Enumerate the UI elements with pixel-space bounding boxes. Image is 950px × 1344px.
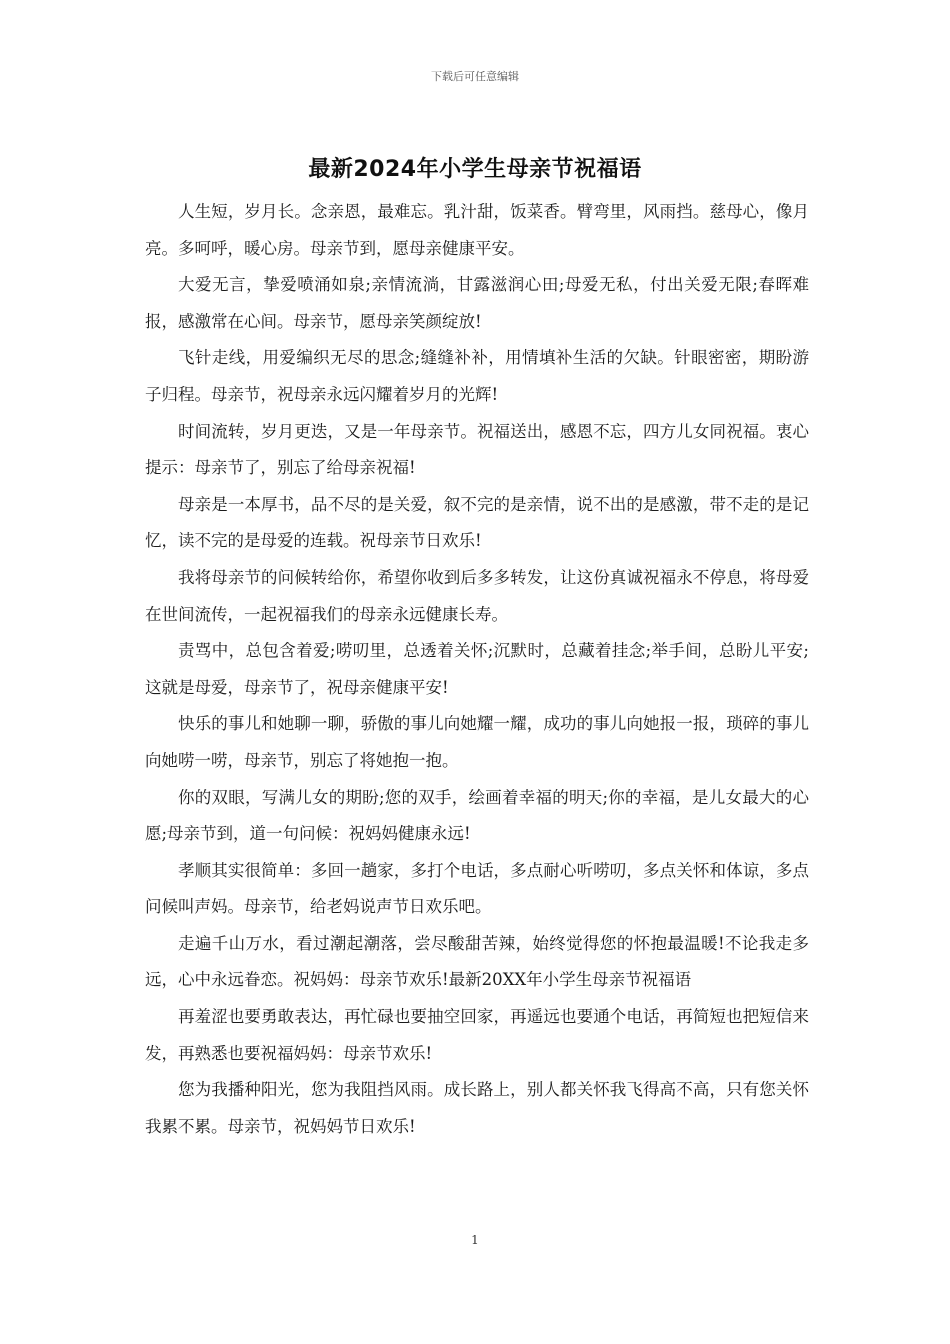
paragraph: 孝顺其实很简单：多回一趟家，多打个电话，多点耐心听唠叨，多点关怀和体谅，多点问候叫声妈。母亲节，给老妈说声节日欢乐吧。 [145,860,809,917]
paragraph: 走遍千山万水，看过潮起潮落，尝尽酸甜苦辣，始终觉得您的怀抱最温暖!不论我走多远，心中永远眷恋。祝妈妈：母亲节欢乐!最新20XX年小学生母亲节祝福语 [145,933,809,990]
paragraph: 人生短，岁月长。念亲恩，最难忘。乳汁甜，饭菜香。臂弯里，风雨挡。慈母心，像月亮。多呵呼，暖心房。母亲节到，愿母亲健康平安。 [145,202,809,258]
paragraph: 母亲是一本厚书，品不尽的是关爱，叙不完的是亲情，说不出的是感激，带不走的是记忆，读不完的是母爱的连载。祝母亲节日欢乐! [145,494,809,551]
paragraph: 飞针走线，用爱编织无尽的思念;缝缝补补，用情填补生活的欠缺。针眼密密，期盼游子归程。母亲节，祝母亲永远闪耀着岁月的光辉! [145,348,809,404]
paragraph: 时间流转，岁月更迭，又是一年母亲节。祝福送出，感恩不忘，四方儿女同祝福。衷心提示：母亲节了，别忘了给母亲祝福! [145,421,809,478]
document-body [145,194,809,1145]
paragraph: 再羞涩也要勇敢表达，再忙碌也要抽空回家，再遥远也要通个电话，再简短也把短信来发，再熟悉也要祝福妈妈：母亲节欢乐! [145,1007,809,1063]
paragraph: 快乐的事儿和她聊一聊，骄傲的事儿向她耀一耀，成功的事儿向她报一报，琐碎的事儿向她唠一唠，母亲节，别忘了将她抱一抱。 [145,714,809,770]
document-title: 最新2024年小学生母亲节祝福语 [308,157,642,182]
paragraph: 我将母亲节的问候转给你，希望你收到后多多转发，让这份真诚祝福永不停息，将母爱在世间流传，一起祝福我们的母亲永远健康长寿。 [145,567,809,624]
page-number: 1 [471,1233,479,1247]
paragraph: 你的双眼，写满儿女的期盼;您的双手，绘画着幸福的明天;你的幸福，是儿女最大的心愿;母亲节到，道一句问候：祝妈妈健康永远! [145,787,809,844]
paragraph: 责骂中，总包含着爱;唠叨里，总透着关怀;沉默时，总藏着挂念;举手间，总盼儿平安;这就是母爱，母亲节了，祝母亲健康平安! [145,641,809,697]
paragraph: 您为我播种阳光，您为我阻挡风雨。成长路上，别人都关怀我飞得高不高，只有您关怀我累不累。母亲节，祝妈妈节日欢乐! [145,1080,809,1136]
header-note: 下载后可任意编辑 [431,70,519,83]
paragraph: 大爱无言，挚爱喷涌如泉;亲情流淌，甘露滋润心田;母爱无私，付出关爱无限;春晖难报，感激常在心间。母亲节，愿母亲笑颜绽放! [145,275,809,331]
